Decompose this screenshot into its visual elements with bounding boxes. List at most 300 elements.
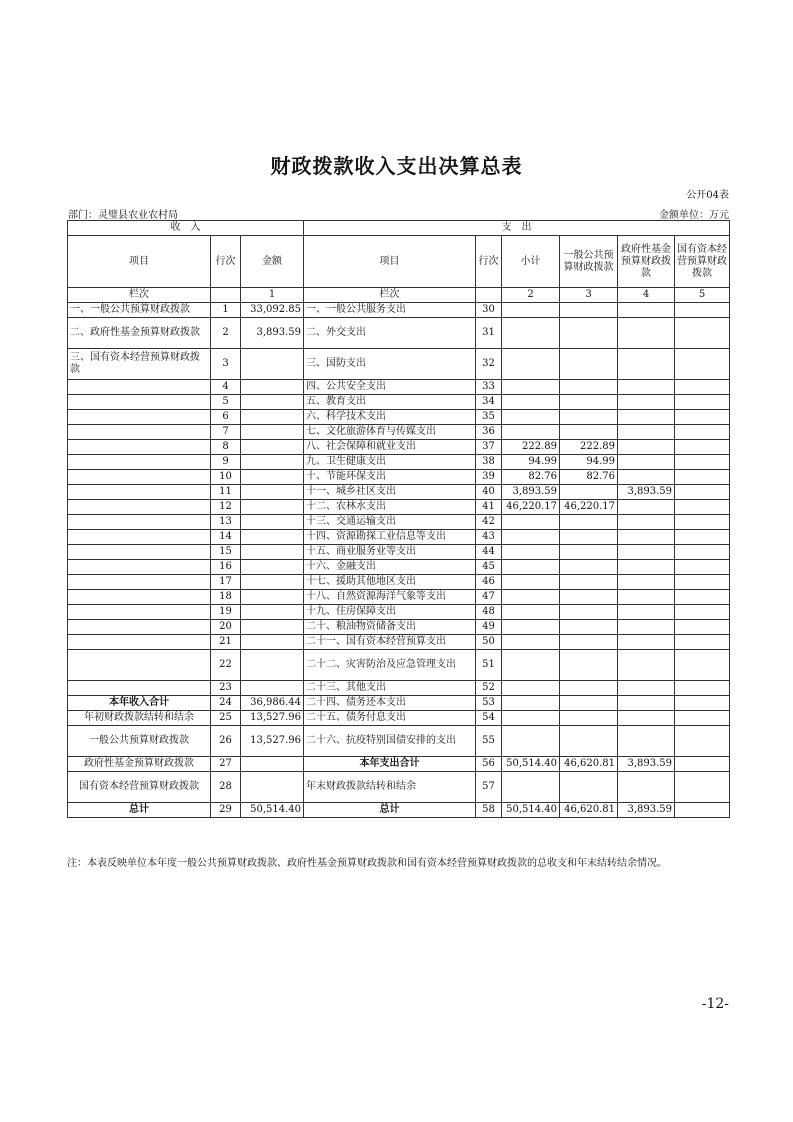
fund-budget-cell [618,425,675,440]
table-row [68,681,730,696]
expense-item-cell: 本年支出合计 [304,757,476,772]
expense-row-no-cell: 54 [476,711,502,726]
table-row [68,545,730,560]
expense-item-cell: 九、卫生健康支出 [304,455,476,470]
income-row-no-cell: 27 [211,757,241,772]
expense-row-no-cell: 32 [476,349,502,380]
expense-item-cell: 十二、农林水支出 [304,500,476,515]
general-budget-cell [560,515,618,530]
income-item-cell [68,410,211,425]
income-row-no-cell: 4 [211,380,241,395]
income-row-no-cell: 20 [211,620,241,635]
expense-item-cell: 十、节能环保支出 [304,470,476,485]
general-budget-cell [560,696,618,711]
income-item-cell [68,530,211,545]
expense-item-cell: 总计 [304,803,476,818]
income-amount-cell [241,605,304,620]
table-row [68,530,730,545]
general-budget-cell: 94.99 [560,455,618,470]
subtotal-cell [502,425,560,440]
table-row [68,455,730,470]
table-row [68,303,730,318]
col-number-3: 3 [560,288,618,303]
income-row-no-cell: 2 [211,318,241,349]
expense-item-cell: 十四、资源勘探工业信息等支出 [304,530,476,545]
table-row [68,440,730,455]
column-header-row [68,236,730,288]
expense-item-cell: 一、一般公共服务支出 [304,303,476,318]
income-amount-cell [241,620,304,635]
state-capital-cell [675,530,730,545]
header-income-row-no: 行次 [211,236,241,288]
table-row [68,485,730,500]
general-budget-cell [560,711,618,726]
state-capital-cell [675,500,730,515]
general-budget-cell [560,318,618,349]
income-item-cell [68,380,211,395]
fund-budget-cell [618,470,675,485]
unit-label: 金额单位：万元 [659,210,729,221]
expense-item-cell: 四、公共安全支出 [304,380,476,395]
income-amount-cell [241,757,304,772]
state-capital-cell [675,440,730,455]
state-capital-cell [675,515,730,530]
income-item-cell [68,681,211,696]
income-row-no-cell: 15 [211,545,241,560]
income-item-cell: 国有资本经营预算财政拨款 [68,772,211,803]
state-capital-cell [675,757,730,772]
state-capital-cell [675,803,730,818]
fund-budget-cell [618,560,675,575]
subtotal-cell [502,560,560,575]
income-item-cell: 本年收入合计 [68,696,211,711]
table-row [68,711,730,726]
fund-budget-cell [618,711,675,726]
state-capital-cell [675,560,730,575]
col-number-blank [476,288,502,303]
expense-item-cell: 十三、交通运输支出 [304,515,476,530]
general-budget-cell: 82.76 [560,470,618,485]
page-title: 财政拨款收入支出决算总表 [270,154,523,178]
expense-item-cell: 二、外交支出 [304,318,476,349]
income-row-no-cell: 26 [211,726,241,757]
expense-row-no-cell: 47 [476,590,502,605]
fund-budget-cell [618,696,675,711]
table-row [68,395,730,410]
expense-row-no-cell: 52 [476,681,502,696]
expense-row-no-cell: 41 [476,500,502,515]
income-amount-cell: 3,893.59 [241,318,304,349]
subtotal-cell: 94.99 [502,455,560,470]
col-number-5: 5 [675,288,730,303]
general-budget-cell [560,726,618,757]
income-amount-cell [241,410,304,425]
table-row [68,560,730,575]
general-budget-cell [560,620,618,635]
general-budget-cell [560,425,618,440]
form-code: 公开04表 [686,190,729,201]
income-item-cell [68,590,211,605]
table-row [68,425,730,440]
expense-item-cell: 年末财政拨款结转和结余 [304,772,476,803]
fund-budget-cell [618,530,675,545]
expense-item-cell: 十一、城乡社区支出 [304,485,476,500]
expense-row-no-cell: 48 [476,605,502,620]
income-amount-cell [241,455,304,470]
state-capital-cell [675,425,730,440]
income-item-cell [68,395,211,410]
fund-budget-cell [618,590,675,605]
income-row-no-cell: 5 [211,395,241,410]
expense-row-no-cell: 40 [476,485,502,500]
header-fund-budget: 政府性基金预算财政拨款 [618,236,675,288]
table-row [68,635,730,650]
column-number-row [68,288,730,303]
income-row-no-cell: 21 [211,635,241,650]
income-item-cell [68,620,211,635]
income-amount-cell [241,635,304,650]
fund-budget-cell [618,605,675,620]
subtotal-cell [502,303,560,318]
income-item-cell [68,560,211,575]
fund-budget-cell [618,650,675,681]
fund-budget-cell [618,303,675,318]
fund-budget-cell [618,772,675,803]
income-row-no-cell: 7 [211,425,241,440]
income-item-cell: 一、一般公共预算财政拨款 [68,303,211,318]
fund-budget-cell [618,500,675,515]
income-amount-cell [241,575,304,590]
col-number-2: 2 [502,288,560,303]
income-item-cell [68,425,211,440]
table-row [68,803,730,818]
page-number: -12- [701,996,729,1012]
income-row-no-cell: 11 [211,485,241,500]
income-row-no-cell: 1 [211,303,241,318]
fund-budget-cell: 3,893.59 [618,485,675,500]
fund-budget-cell [618,349,675,380]
fund-budget-cell [618,318,675,349]
income-amount-cell [241,560,304,575]
state-capital-cell [675,485,730,500]
state-capital-cell [675,620,730,635]
subtotal-cell: 50,514.40 [502,757,560,772]
expense-row-no-cell: 44 [476,545,502,560]
fund-budget-cell [618,681,675,696]
income-amount-cell [241,349,304,380]
income-row-no-cell: 9 [211,455,241,470]
fund-budget-cell [618,545,675,560]
income-item-cell: 三、国有资本经营预算财政拨款 [68,349,211,380]
header-income-amount: 金额 [241,236,304,288]
general-budget-cell [560,650,618,681]
col-label-left: 栏次 [68,288,211,303]
income-item-cell [68,545,211,560]
expense-item-cell: 二十四、债务还本支出 [304,696,476,711]
expense-item-cell: 十九、住房保障支出 [304,605,476,620]
expense-row-no-cell: 33 [476,380,502,395]
general-budget-cell [560,772,618,803]
income-row-no-cell: 13 [211,515,241,530]
expense-item-cell: 六、科学技术支出 [304,410,476,425]
income-amount-cell [241,440,304,455]
state-capital-cell [675,696,730,711]
income-item-cell: 政府性基金预算财政拨款 [68,757,211,772]
income-amount-cell [241,772,304,803]
expense-row-no-cell: 31 [476,318,502,349]
expense-row-no-cell: 51 [476,650,502,681]
expense-row-no-cell: 57 [476,772,502,803]
income-row-no-cell: 18 [211,590,241,605]
state-capital-cell [675,681,730,696]
income-row-no-cell: 10 [211,470,241,485]
general-budget-cell [560,485,618,500]
table-row [68,757,730,772]
state-capital-cell [675,772,730,803]
expense-row-no-cell: 53 [476,696,502,711]
subtotal-cell [502,711,560,726]
state-capital-cell [675,455,730,470]
col-label-right: 栏次 [304,288,476,303]
income-item-cell: 一般公共预算财政拨款 [68,726,211,757]
header-general-budget: 一般公共预算财政拨款 [560,236,618,288]
subtotal-cell [502,620,560,635]
subtotal-cell: 50,514.40 [502,803,560,818]
income-item-cell [68,575,211,590]
income-row-no-cell: 16 [211,560,241,575]
general-budget-cell: 46,620.81 [560,757,618,772]
expense-item-cell: 十五、商业服务业等支出 [304,545,476,560]
table-row [68,696,730,711]
table-note: 注：本表反映单位本年度一般公共预算财政拨款、政府性基金预算财政拨款和国有资本经营预算财政拨款的总收支和年末结转结余情况。 [67,858,667,869]
col-number-1: 1 [241,288,304,303]
subtotal-cell [502,605,560,620]
state-capital-cell [675,650,730,681]
subtotal-cell [502,380,560,395]
financial-table [67,220,730,818]
subtotal-cell [502,395,560,410]
general-budget-cell [560,560,618,575]
income-row-no-cell: 22 [211,650,241,681]
general-budget-cell [560,410,618,425]
fund-budget-cell [618,726,675,757]
expense-item-cell: 十八、自然资源海洋气象等支出 [304,590,476,605]
expense-row-no-cell: 50 [476,635,502,650]
income-item-cell: 总计 [68,803,211,818]
income-item-cell [68,485,211,500]
income-item-cell [68,605,211,620]
fund-budget-cell [618,410,675,425]
income-item-cell [68,650,211,681]
expense-item-cell: 二十二、灾害防治及应急管理支出 [304,650,476,681]
state-capital-cell [675,545,730,560]
table-row [68,726,730,757]
subtotal-cell: 3,893.59 [502,485,560,500]
state-capital-cell [675,605,730,620]
header-income-item: 项目 [68,236,211,288]
expense-item-cell: 二十、粮油物资储备支出 [304,620,476,635]
income-amount-cell [241,500,304,515]
expense-row-no-cell: 39 [476,470,502,485]
income-item-cell [68,635,211,650]
fund-budget-cell [618,575,675,590]
subtotal-cell [502,590,560,605]
income-amount-cell [241,515,304,530]
state-capital-cell [675,303,730,318]
general-budget-cell: 46,220.17 [560,500,618,515]
income-item-cell [68,440,211,455]
section-header-row [68,221,730,236]
expense-item-cell: 十六、金融支出 [304,560,476,575]
subtotal-cell [502,318,560,349]
income-row-no-cell: 14 [211,530,241,545]
subtotal-cell [502,410,560,425]
table-row [68,620,730,635]
table-row [68,772,730,803]
general-budget-cell [560,575,618,590]
income-item-cell [68,470,211,485]
expense-section-header: 支 出 [304,221,730,236]
expense-item-cell: 二十三、其他支出 [304,681,476,696]
income-amount-cell: 36,986.44 [241,696,304,711]
table-row [68,349,730,380]
income-amount-cell: 50,514.40 [241,803,304,818]
income-row-no-cell: 12 [211,500,241,515]
general-budget-cell: 222.89 [560,440,618,455]
table-row [68,318,730,349]
subtotal-cell [502,726,560,757]
income-row-no-cell: 3 [211,349,241,380]
income-amount-cell [241,380,304,395]
income-row-no-cell: 29 [211,803,241,818]
general-budget-cell [560,380,618,395]
expense-item-cell: 二十五、债务付息支出 [304,711,476,726]
income-amount-cell: 13,527.96 [241,726,304,757]
income-amount-cell [241,590,304,605]
expense-item-cell: 八、社会保障和就业支出 [304,440,476,455]
subtotal-cell [502,696,560,711]
expense-row-no-cell: 34 [476,395,502,410]
expense-row-no-cell: 42 [476,515,502,530]
general-budget-cell [560,635,618,650]
subtotal-cell: 222.89 [502,440,560,455]
state-capital-cell [675,726,730,757]
expense-row-no-cell: 38 [476,455,502,470]
general-budget-cell: 46,620.81 [560,803,618,818]
income-amount-cell [241,650,304,681]
fund-budget-cell: 3,893.59 [618,803,675,818]
subtotal-cell [502,515,560,530]
expense-row-no-cell: 55 [476,726,502,757]
table-row [68,500,730,515]
expense-row-no-cell: 35 [476,410,502,425]
state-capital-cell [675,590,730,605]
state-capital-cell [675,318,730,349]
header-expense-item: 项目 [304,236,476,288]
expense-row-no-cell: 49 [476,620,502,635]
state-capital-cell [675,575,730,590]
subtotal-cell [502,349,560,380]
income-item-cell [68,500,211,515]
subtotal-cell [502,530,560,545]
income-item-cell: 二、政府性基金预算财政拨款 [68,318,211,349]
table-row [68,410,730,425]
income-amount-cell [241,681,304,696]
state-capital-cell [675,470,730,485]
subtotal-cell: 46,220.17 [502,500,560,515]
table-row [68,605,730,620]
general-budget-cell [560,605,618,620]
expense-row-no-cell: 45 [476,560,502,575]
general-budget-cell [560,530,618,545]
income-amount-cell [241,470,304,485]
department-label: 部门：灵璧县农业农村局 [68,210,178,221]
income-amount-cell [241,425,304,440]
expense-row-no-cell: 36 [476,425,502,440]
income-item-cell: 年初财政拨款结转和结余 [68,711,211,726]
table-row [68,575,730,590]
income-section-header: 收 入 [68,221,304,236]
table-row [68,590,730,605]
income-row-no-cell: 24 [211,696,241,711]
fund-budget-cell [618,455,675,470]
income-row-no-cell: 23 [211,681,241,696]
expense-row-no-cell: 58 [476,803,502,818]
fund-budget-cell [618,395,675,410]
general-budget-cell [560,303,618,318]
table-row [68,470,730,485]
income-amount-cell [241,395,304,410]
expense-item-cell: 七、文化旅游体育与传媒支出 [304,425,476,440]
table-body [68,221,730,818]
income-row-no-cell: 25 [211,711,241,726]
general-budget-cell [560,590,618,605]
expense-row-no-cell: 56 [476,757,502,772]
fund-budget-cell: 3,893.59 [618,757,675,772]
general-budget-cell [560,681,618,696]
state-capital-cell [675,349,730,380]
expense-item-cell: 二十一、国有资本经营预算支出 [304,635,476,650]
subtotal-cell [502,772,560,803]
expense-item-cell: 三、国防支出 [304,349,476,380]
subtotal-cell [502,650,560,681]
income-row-no-cell: 8 [211,440,241,455]
expense-item-cell: 十七、援助其他地区支出 [304,575,476,590]
income-item-cell [68,455,211,470]
header-expense-row-no: 行次 [476,236,502,288]
state-capital-cell [675,635,730,650]
expense-item-cell: 五、教育支出 [304,395,476,410]
expense-item-cell: 二十六、抗疫特别国债安排的支出 [304,726,476,757]
fund-budget-cell [618,380,675,395]
general-budget-cell [560,545,618,560]
state-capital-cell [675,395,730,410]
income-row-no-cell: 17 [211,575,241,590]
income-amount-cell [241,545,304,560]
table-row [68,380,730,395]
state-capital-cell [675,711,730,726]
general-budget-cell [560,349,618,380]
state-capital-cell [675,410,730,425]
expense-row-no-cell: 46 [476,575,502,590]
expense-row-no-cell: 43 [476,530,502,545]
subtotal-cell [502,681,560,696]
subtotal-cell [502,575,560,590]
expense-row-no-cell: 30 [476,303,502,318]
subtotal-cell [502,545,560,560]
income-item-cell [68,515,211,530]
income-row-no-cell: 6 [211,410,241,425]
